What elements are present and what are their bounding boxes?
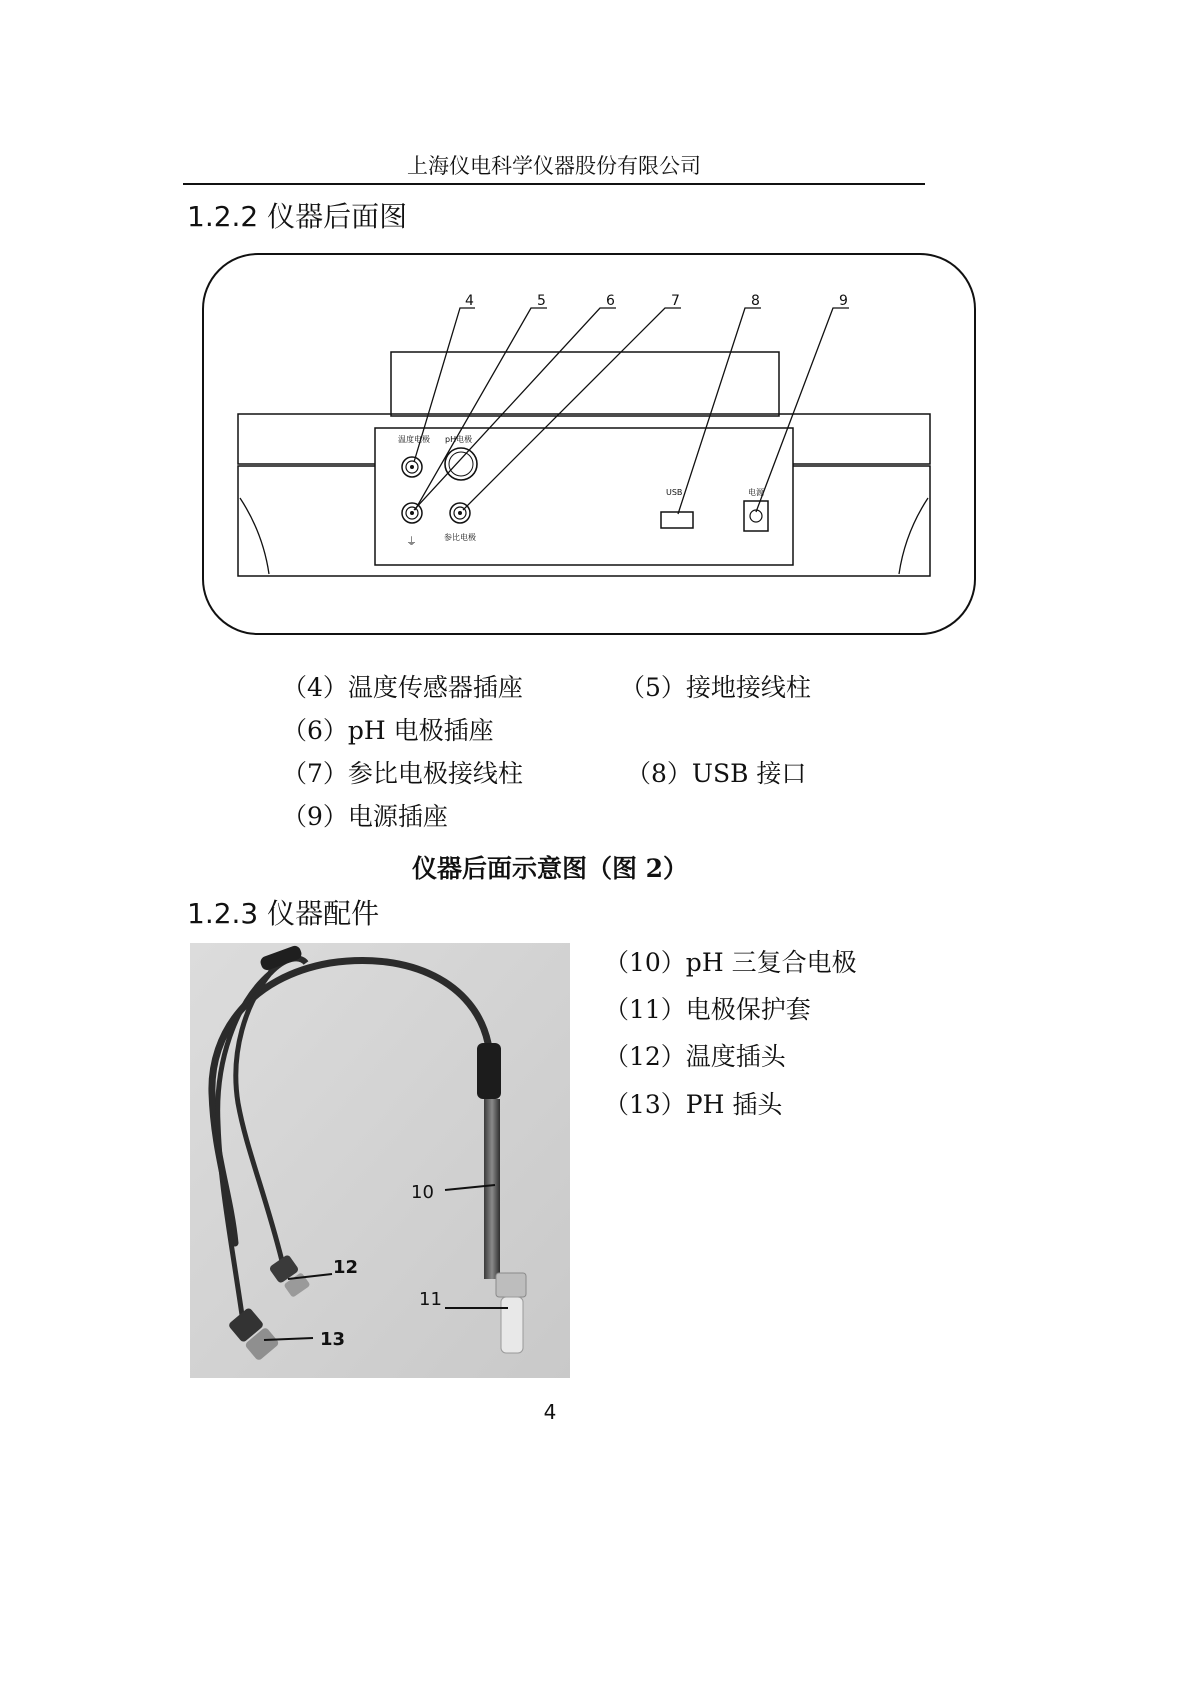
accessories-photo [190,943,570,1378]
rear-panel-diagram [195,248,985,643]
accessory-item-10: （10）pH 三复合电极 [604,948,857,977]
callout-7: 7 [671,293,680,309]
callout-6: 6 [606,293,615,309]
legend-item-4: （4）温度传感器插座 [282,673,523,702]
panel-label-ref: 参比电极 [444,533,476,542]
page-number: 4 [543,1400,557,1424]
rear-panel-plate [375,428,793,565]
body-curve-left [240,498,269,574]
accessory-item-12: （12）温度插头 [604,1042,786,1071]
callout-4: 4 [465,293,474,309]
legend-item-8: （8）USB 接口 [626,759,807,788]
electrode-body [484,1099,500,1279]
figure-caption: 仪器后面示意图（图 2） [411,854,689,883]
callout-8: 8 [751,293,760,309]
body-curve-right [899,498,928,574]
panel-label-ph: pH电极 [445,435,473,444]
legend-item-7: （7）参比电极接线柱 [282,759,523,788]
electrode-cap [496,1273,526,1297]
panel-label-usb: USB [666,488,683,497]
photo-label-10: 10 [411,1182,434,1203]
photo-label-11: 11 [419,1289,442,1310]
legend-item-6: （6）pH 电极插座 [282,716,494,745]
header-rule [183,183,925,185]
accessory-item-11: （11）电极保护套 [604,995,811,1024]
photo-label-13: 13 [320,1329,346,1350]
company-header: 上海仪电科学仪器股份有限公司 [407,154,701,178]
panel-label-temp: 温度电极 [398,435,430,444]
accessory-item-13: （13）PH 插头 [604,1090,783,1119]
photo-label-12: 12 [333,1257,359,1278]
legend-item-9: （9）电源插座 [282,802,448,831]
ground-symbol: ⏚ [406,535,417,548]
protective-sleeve [501,1297,523,1353]
legend-item-5: （5）接地接线柱 [620,673,811,702]
electrode-ferrite [477,1043,501,1099]
section-title-rear-view: 1.2.2 仪器后面图 [187,200,408,233]
callout-5: 5 [537,293,546,309]
panel-label-power: 电源 [748,488,764,497]
callout-9: 9 [839,293,848,309]
section-title-accessories: 1.2.3 仪器配件 [187,897,380,930]
